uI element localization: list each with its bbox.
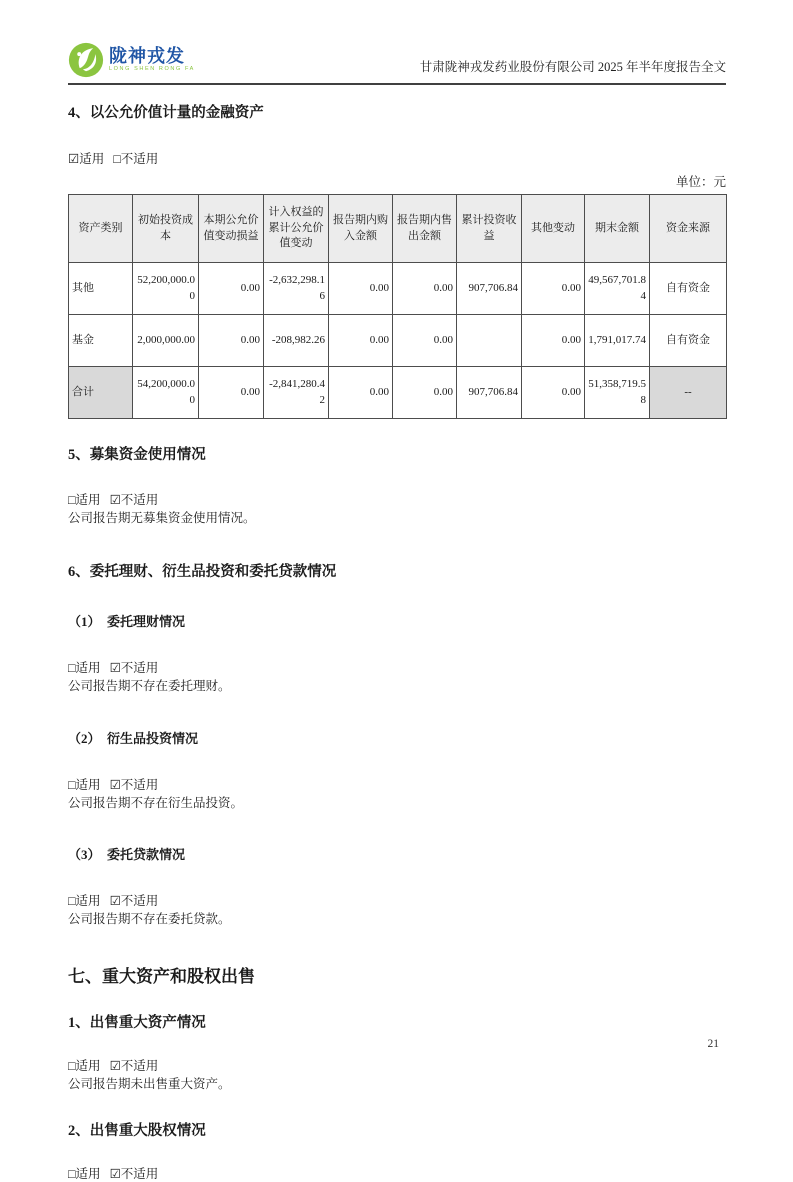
cell-cum-return: 907,706.84: [457, 367, 522, 419]
table-row-fund: [69, 315, 727, 367]
section6-sub1-title: （1） 委托理财情况: [68, 614, 186, 630]
cell-cum-return: 907,706.84: [457, 263, 522, 315]
section7-sub1-applicability: [68, 1056, 726, 1074]
cell-asset-type: 合计: [69, 367, 133, 419]
cell-fund-source: 自有资金: [650, 263, 727, 315]
section6-title: 6、委托理财、衍生品投资和委托贷款情况: [68, 564, 337, 581]
document-title: 甘肃陇神戎发药业股份有限公司 2025 年半年度报告全文: [419, 60, 726, 74]
cell-other-change: 0.00: [522, 263, 585, 315]
col-header-ending-amount: 期末金额: [585, 195, 650, 263]
cell-equity-fv: -2,841,280.42: [264, 367, 329, 419]
not-applicable-checkbox: ☑不适用: [109, 777, 159, 792]
not-applicable-checkbox: ☑不适用: [109, 1167, 159, 1182]
col-header-cum-return: 累计投资收益: [457, 195, 522, 263]
cell-sold: 0.00: [393, 315, 457, 367]
not-applicable-checkbox: ☑不适用: [109, 893, 159, 908]
cell-equity-fv: -2,632,298.16: [264, 263, 329, 315]
section6-sub2-title: （2） 衍生品投资情况: [68, 730, 199, 746]
col-header-initial-cost: 初始投资成本: [133, 195, 199, 263]
table-row-total: [69, 367, 727, 419]
cell-asset-type: 其他: [69, 263, 133, 315]
cell-fv-change-pl: 0.00: [199, 315, 264, 367]
not-applicable-checkbox: ☑不适用: [109, 1059, 159, 1073]
section6-sub2-applicability: [68, 775, 726, 793]
logo-text: [109, 47, 195, 73]
cell-asset-type: 基金: [69, 315, 133, 367]
col-header-purchased: 报告期内购入金额: [329, 195, 393, 263]
section6-sub3-title: （3） 委托贷款情况: [68, 846, 186, 862]
col-header-fv-change-pl: 本期公允价值变动损益: [199, 195, 264, 263]
not-applicable-checkbox: □不适用: [113, 152, 159, 166]
cell-initial-cost: 52,200,000.00: [133, 263, 199, 315]
table-header-row: [69, 195, 727, 263]
section6-sub2-note: 公司报告期不存在衍生品投资。: [68, 795, 244, 810]
cell-fv-change-pl: 0.00: [199, 263, 264, 315]
page-header: [68, 0, 726, 85]
company-logo: [68, 42, 195, 78]
section7-sub2-title: 2、出售重大股权情况: [68, 1123, 206, 1140]
cell-purchased: 0.00: [329, 263, 393, 315]
cell-ending: 51,358,719.58: [585, 367, 650, 419]
section6-sub3-applicability: [68, 891, 726, 909]
cell-initial-cost: 2,000,000.00: [133, 315, 199, 367]
cell-purchased: 0.00: [329, 315, 393, 367]
cell-fv-change-pl: 0.00: [199, 367, 264, 419]
cell-other-change: 0.00: [522, 367, 585, 419]
financial-assets-table: [68, 194, 727, 419]
cell-initial-cost: 54,200,000.00: [133, 367, 199, 419]
section6-sub1-note: 公司报告期不存在委托理财。: [68, 679, 231, 694]
section7-sub1-note: 公司报告期未出售重大资产。: [68, 1077, 231, 1091]
section6-sub1-applicability: [68, 658, 726, 676]
section4-applicability: [68, 149, 726, 167]
cell-sold: 0.00: [393, 367, 457, 419]
applicable-checkbox: □适用: [68, 777, 101, 792]
cell-ending: 1,791,017.74: [585, 315, 650, 367]
logo-name-cn: 陇神戎发: [109, 46, 185, 67]
section5-applicability: [68, 490, 726, 508]
not-applicable-checkbox: ☑不适用: [109, 661, 159, 676]
cell-purchased: 0.00: [329, 367, 393, 419]
cell-cum-return: [457, 315, 522, 367]
col-header-fund-source: 资金来源: [650, 195, 727, 263]
unit-label: 单位：元: [675, 175, 726, 189]
applicable-checkbox: □适用: [68, 1059, 101, 1073]
section7-sub1-title: 1、出售重大资产情况: [68, 1015, 206, 1031]
logo-icon: [68, 42, 104, 78]
applicable-checkbox: □适用: [68, 893, 101, 908]
cell-ending: 49,567,701.84: [585, 263, 650, 315]
cell-other-change: 0.00: [522, 315, 585, 367]
cell-equity-fv: -208,982.26: [264, 315, 329, 367]
section4-title: 4、以公允价值计量的金融资产: [68, 105, 264, 121]
applicable-checkbox: ☑适用: [68, 152, 105, 166]
section5-title: 5、募集资金使用情况: [68, 447, 206, 463]
applicable-checkbox: □适用: [68, 661, 101, 676]
section7-title: 七、重大资产和股权出售: [68, 967, 255, 986]
col-header-asset-type: 资产类别: [69, 195, 133, 263]
cell-fund-source: 自有资金: [650, 315, 727, 367]
logo-name-en: LONG SHEN RONG FA: [109, 66, 195, 73]
cell-fund-source: --: [650, 367, 727, 419]
page-number: 21: [707, 1038, 719, 1050]
table-row-other: [69, 263, 727, 315]
section7-sub2-applicability: [68, 1164, 726, 1182]
applicable-checkbox: □适用: [68, 1167, 101, 1182]
section5-note: 公司报告期无募集资金使用情况。: [68, 511, 256, 525]
cell-sold: 0.00: [393, 263, 457, 315]
col-header-equity-fv-change: 计入权益的累计公允价值变动: [264, 195, 329, 263]
applicable-checkbox: □适用: [68, 493, 101, 507]
col-header-other-change: 其他变动: [522, 195, 585, 263]
col-header-sold: 报告期内售出金额: [393, 195, 457, 263]
not-applicable-checkbox: ☑不适用: [109, 493, 159, 507]
section6-sub3-note: 公司报告期不存在委托贷款。: [68, 911, 231, 926]
